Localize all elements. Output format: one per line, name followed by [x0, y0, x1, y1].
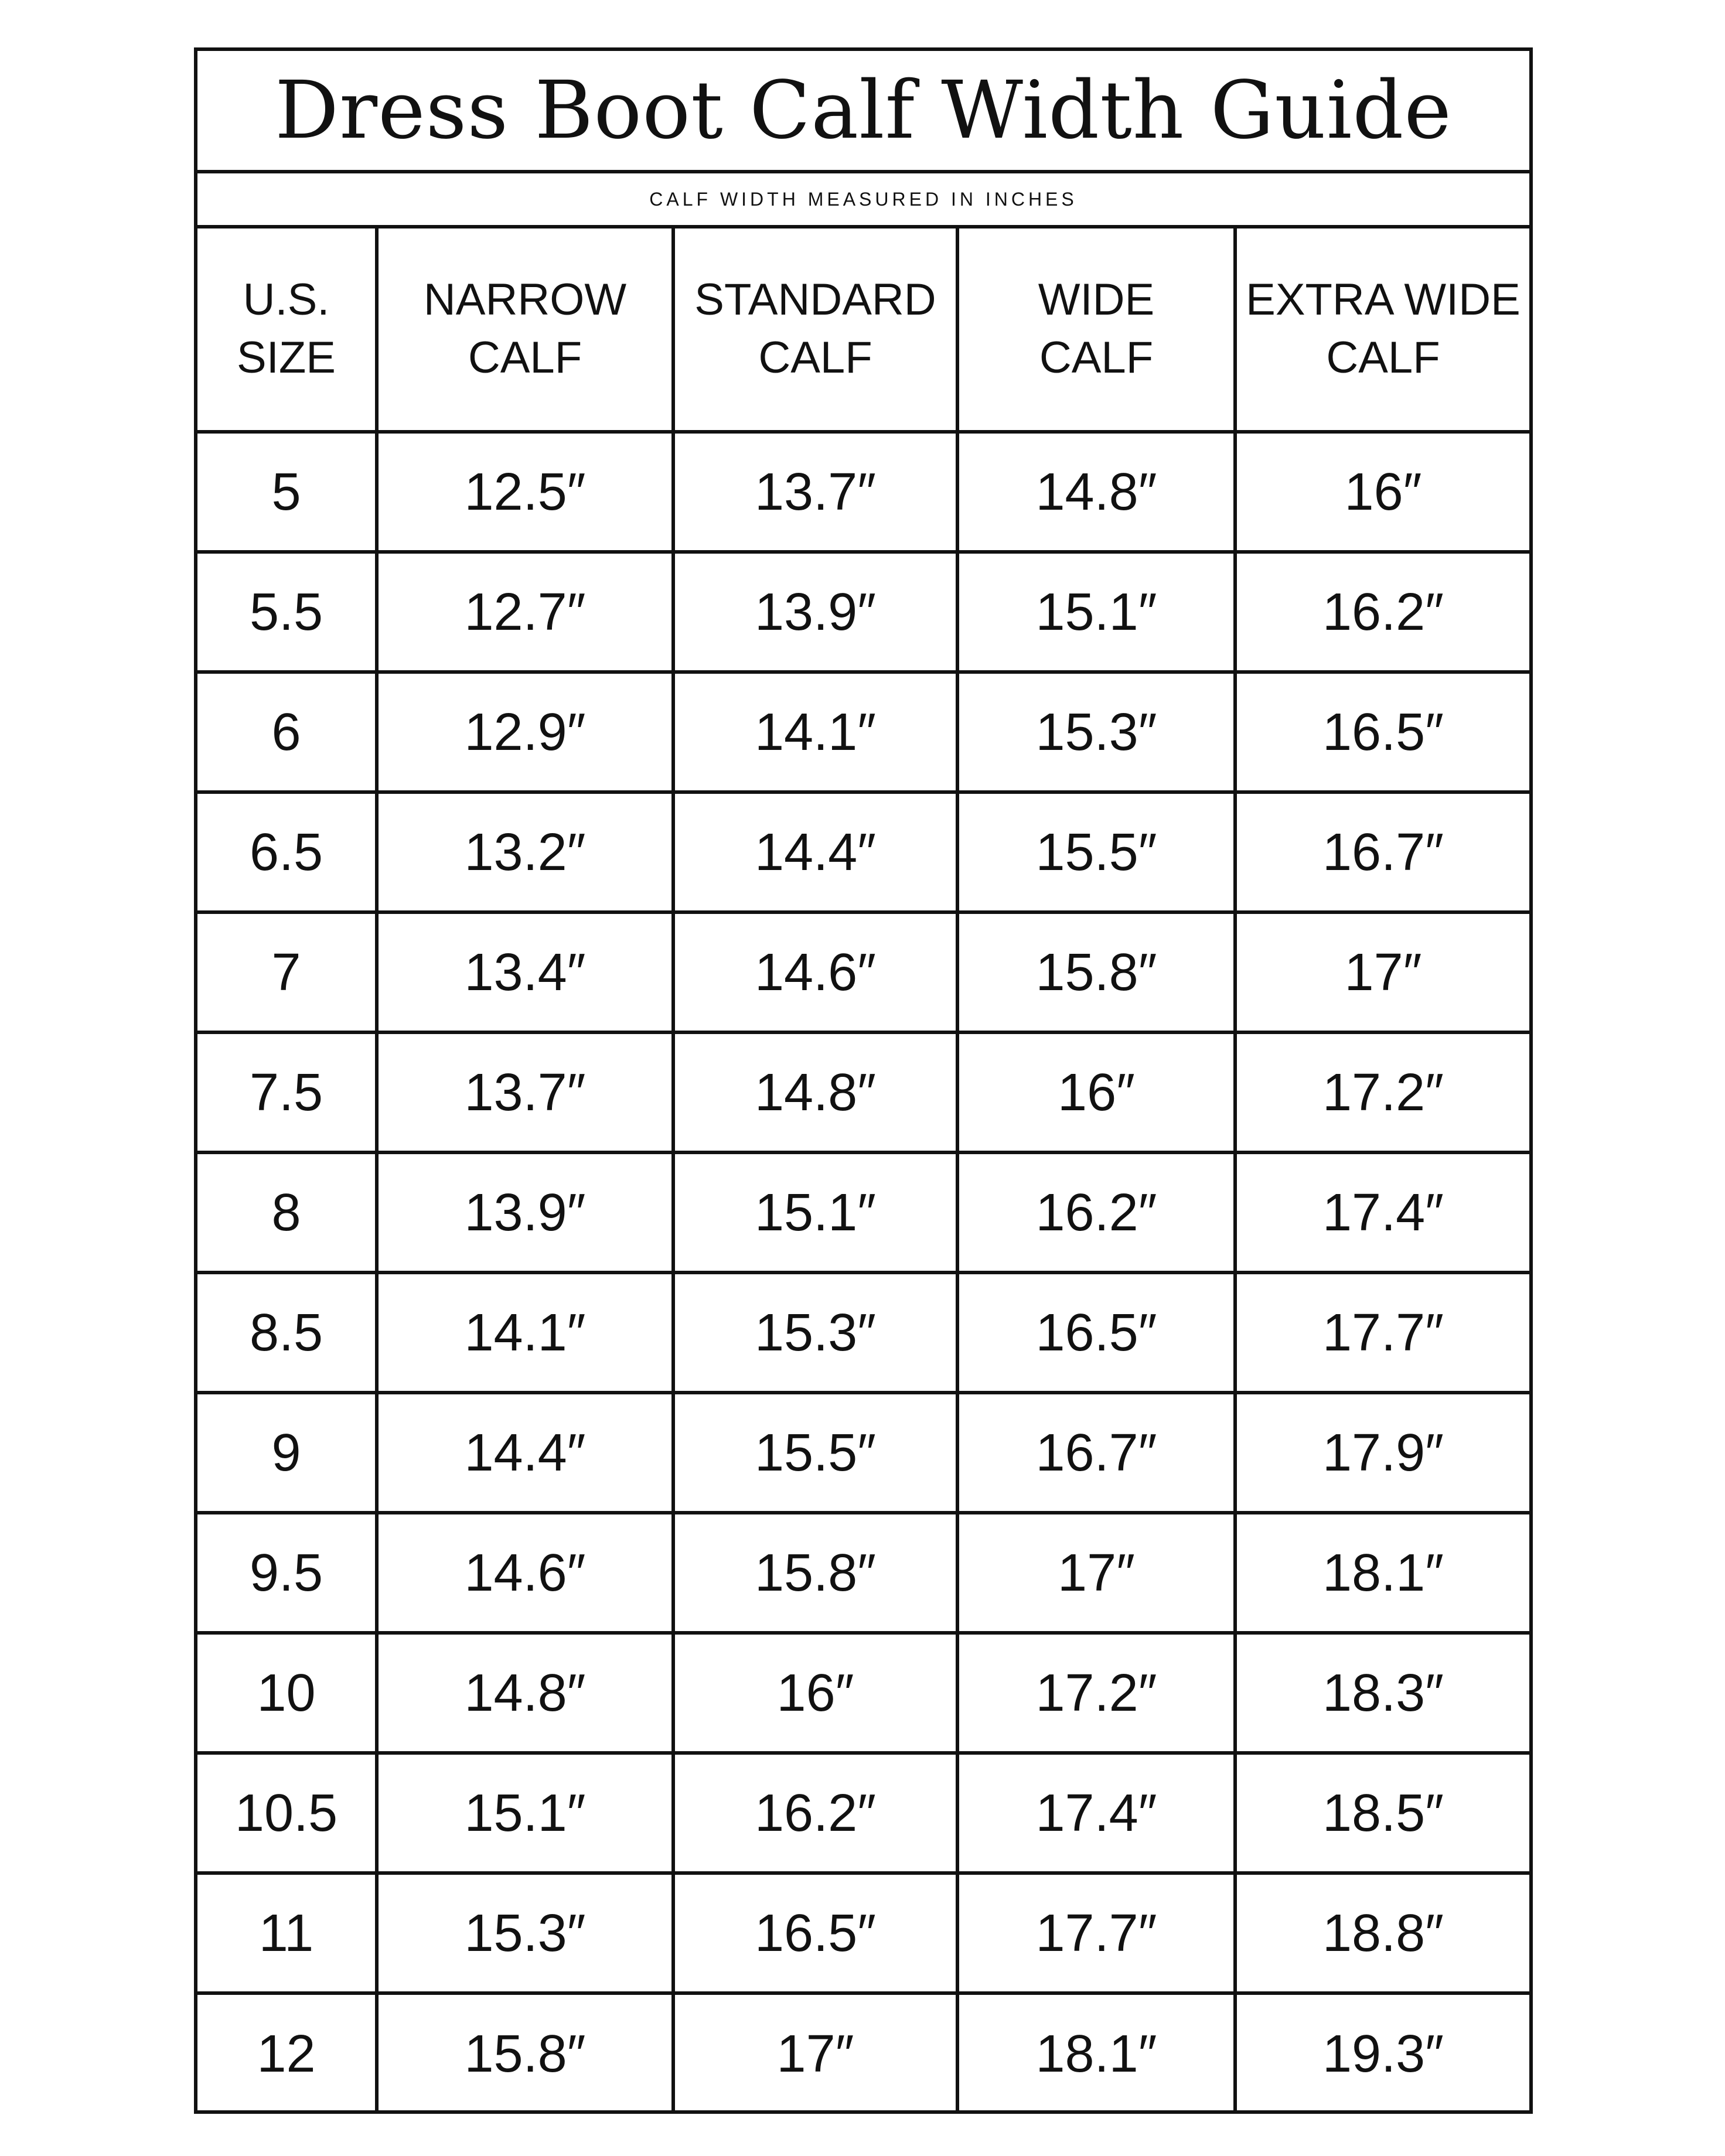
cell-narrow-calf: 14.1″ — [377, 1273, 673, 1393]
cell-extra-wide-calf: 19.3″ — [1322, 2025, 1444, 2083]
header-line: CALF — [758, 333, 872, 383]
table-row — [197, 1273, 1529, 1393]
cell-us-size: 7 — [197, 912, 377, 1032]
cell-extra-wide-calf: 16″ — [1235, 432, 1529, 552]
header-line: SIZE — [237, 333, 336, 383]
table-row — [197, 1993, 1529, 2113]
cell-wide-calf: 15.8″ — [957, 912, 1235, 1032]
header-line: CALF — [1326, 333, 1440, 383]
header-line: NARROW — [423, 275, 627, 325]
header-extra-wide-calf — [1235, 228, 1529, 432]
cell-us-size: 5.5 — [197, 552, 377, 672]
cell-narrow-calf: 14.8″ — [377, 1633, 673, 1753]
cell-us-size: 8 — [197, 1152, 377, 1273]
cell-wide-calf: 16.2″ — [957, 1152, 1235, 1273]
cell-wide-calf: 17.4″ — [957, 1753, 1235, 1873]
cell-extra-wide-calf: 16.5″ — [1235, 672, 1529, 792]
table-row — [197, 1753, 1529, 1873]
cell-extra-wide-calf: 18.3″ — [1235, 1633, 1529, 1753]
cell-wide-calf: 18.1″ — [957, 1993, 1235, 2113]
cell-extra-wide-calf: 16.7″ — [1235, 792, 1529, 912]
cell-wide-calf: 15.5″ — [957, 792, 1235, 912]
cell-us-size: 12 — [197, 1993, 377, 2113]
header-wide-calf — [957, 228, 1235, 432]
table-row — [197, 1152, 1529, 1273]
table-row — [197, 672, 1529, 792]
cell-narrow-calf: 15.8″ — [377, 1993, 673, 2113]
cell-standard-calf: 15.5″ — [673, 1393, 957, 1513]
header-narrow-calf — [377, 228, 673, 432]
cell-narrow-calf: 12.7″ — [377, 552, 673, 672]
header-us-size — [197, 228, 377, 432]
cell-extra-wide-calf: 17.2″ — [1235, 1032, 1529, 1152]
table-row — [197, 792, 1529, 912]
cell-standard-calf: 16.2″ — [673, 1753, 957, 1873]
table-row — [197, 1873, 1529, 1993]
header-line: U.S. — [243, 275, 330, 325]
cell-us-size: 10 — [197, 1633, 377, 1753]
cell-wide-calf: 17″ — [957, 1513, 1235, 1633]
cell-standard-calf: 16″ — [673, 1633, 957, 1753]
cell-standard-calf: 17″ — [673, 1993, 957, 2113]
cell-us-size: 7.5 — [197, 1032, 377, 1152]
cell-narrow-calf: 13.7″ — [377, 1032, 673, 1152]
header-standard-calf — [673, 228, 957, 432]
cell-wide-calf: 15.3″ — [957, 672, 1235, 792]
cell-wide-calf: 16.5″ — [957, 1273, 1235, 1393]
cell-wide-calf: 16″ — [957, 1032, 1235, 1152]
cell-us-size: 9.5 — [197, 1513, 377, 1633]
table-row — [197, 552, 1529, 672]
cell-extra-wide-calf: 18.1″ — [1235, 1513, 1529, 1633]
header-line: WIDE — [1038, 275, 1155, 325]
cell-extra-wide-calf: 17″ — [1235, 912, 1529, 1032]
table-body — [197, 432, 1529, 2113]
cell-wide-calf: 15.1″ — [957, 552, 1235, 672]
cell-wide-calf: 14.8″ — [957, 432, 1235, 552]
cell-us-size: 11 — [197, 1873, 377, 1993]
header-line: STANDARD — [694, 275, 936, 325]
cell-standard-calf: 13.9″ — [673, 552, 957, 672]
header-line: CALF — [468, 333, 582, 383]
calf-width-guide — [194, 47, 1533, 2114]
table-row — [197, 1513, 1529, 1633]
cell-narrow-calf: 12.5″ — [377, 432, 673, 552]
cell-us-size: 5 — [197, 432, 377, 552]
cell-extra-wide-calf: 18.8″ — [1235, 1873, 1529, 1993]
cell-extra-wide-calf: 17.7″ — [1235, 1273, 1529, 1393]
cell-narrow-calf: 14.4″ — [377, 1393, 673, 1513]
cell-narrow-calf: 13.2″ — [377, 792, 673, 912]
cell-narrow-calf: 15.3″ — [377, 1873, 673, 1993]
cell-wide-calf: 17.7″ — [957, 1873, 1235, 1993]
cell-standard-calf: 15.8″ — [673, 1513, 957, 1633]
title-bar — [197, 51, 1529, 173]
cell-us-size: 8.5 — [197, 1273, 377, 1393]
cell-standard-calf: 14.8″ — [673, 1032, 957, 1152]
page-subtitle: CALF WIDTH MEASURED IN INCHES — [649, 189, 1078, 210]
cell-standard-calf: 15.3″ — [673, 1273, 957, 1393]
header-line: CALF — [1039, 333, 1154, 383]
calf-width-table — [197, 228, 1529, 2113]
cell-narrow-calf: 15.1″ — [377, 1753, 673, 1873]
table-row — [197, 912, 1529, 1032]
table-row — [197, 432, 1529, 552]
cell-us-size: 6.5 — [197, 792, 377, 912]
cell-standard-calf: 15.1″ — [673, 1152, 957, 1273]
cell-us-size: 9 — [197, 1393, 377, 1513]
cell-narrow-calf: 13.4″ — [377, 912, 673, 1032]
cell-narrow-calf: 14.6″ — [377, 1513, 673, 1633]
cell-standard-calf: 16.5″ — [673, 1873, 957, 1993]
table-row — [197, 1032, 1529, 1152]
table-row — [197, 1633, 1529, 1753]
cell-standard-calf: 13.7″ — [673, 432, 957, 552]
cell-standard-calf: 14.1″ — [673, 672, 957, 792]
cell-wide-calf: 16.7″ — [957, 1393, 1235, 1513]
table-row — [197, 1393, 1529, 1513]
header-line: EXTRA WIDE — [1246, 275, 1521, 325]
cell-us-size: 10.5 — [197, 1753, 377, 1873]
page-title: Dress Boot Calf Width Guide — [275, 64, 1452, 157]
cell-extra-wide-calf: 16.2″ — [1235, 552, 1529, 672]
cell-extra-wide-calf: 17.9″ — [1235, 1393, 1529, 1513]
cell-standard-calf: 14.4″ — [673, 792, 957, 912]
cell-wide-calf: 17.2″ — [957, 1633, 1235, 1753]
cell-narrow-calf: 13.9″ — [377, 1152, 673, 1273]
cell-us-size: 6 — [197, 672, 377, 792]
cell-extra-wide-calf: 18.5″ — [1235, 1753, 1529, 1873]
cell-extra-wide-calf: 17.4″ — [1235, 1152, 1529, 1273]
cell-narrow-calf: 12.9″ — [377, 672, 673, 792]
subtitle-bar — [197, 173, 1529, 228]
cell-standard-calf: 14.6″ — [673, 912, 957, 1032]
table-header-row — [197, 228, 1529, 432]
